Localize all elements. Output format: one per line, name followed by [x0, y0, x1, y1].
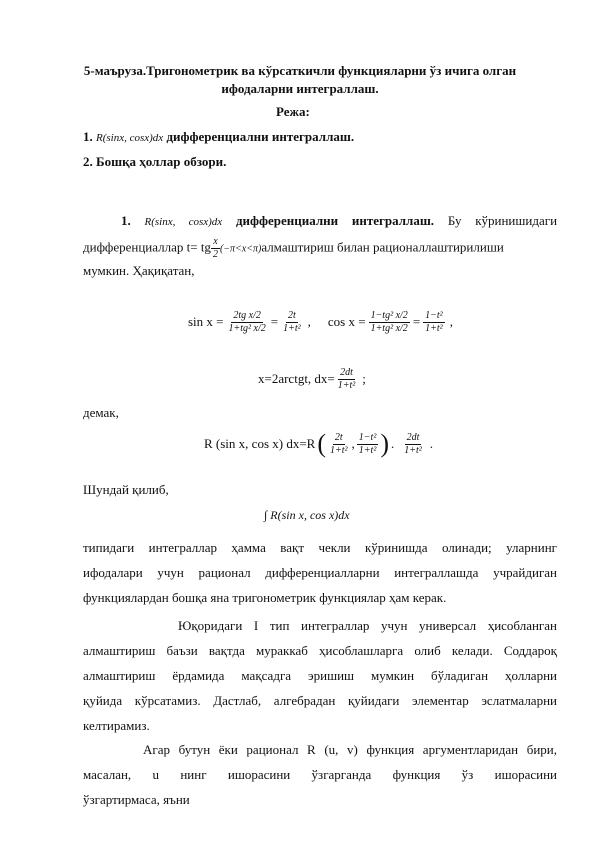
- cos-t-den: 1+t²: [425, 322, 443, 334]
- sin-label: sin x =: [188, 314, 224, 329]
- cos-equals: =: [412, 314, 421, 329]
- integral-expression: ∫ R(sin x, cos x)dx: [264, 508, 350, 522]
- sin-tg-den: 1+tg² x/2: [228, 322, 266, 334]
- R-f1-num: 2t: [334, 431, 343, 443]
- cos-fraction-t: [423, 310, 445, 335]
- para3-line-3: алмаштириш ёрдамида мақсадга эришиш мумкин бўладиган ҳолларни: [83, 668, 557, 683]
- para2-line-3: функциялардан бошқа яна тригонометрик функциялар ҳам керак.: [83, 590, 447, 605]
- sin-tg-num: 2tg x/2: [233, 309, 261, 321]
- range-condition: (−π<x<π): [219, 243, 262, 255]
- para2-line-1: типидаги интеграллар ҳамма вақт чекли кўринишда олинади; уларнинг: [83, 540, 557, 555]
- shunday-text: Шундай қилиб,: [83, 482, 169, 497]
- sin-equals: =: [270, 314, 279, 329]
- para3-line-1: Юқоридаги I тип интеграллар учун универсал ҳисобланган: [178, 618, 557, 633]
- para1-line2: [83, 236, 557, 261]
- para4-line-3: ўзгартирмаса, яъни: [83, 792, 190, 807]
- R-f2-num: 1−t²: [358, 431, 377, 443]
- R-f3-den: 1+t²: [404, 444, 422, 456]
- formula-x-dx: [258, 362, 366, 396]
- frac-num: x: [213, 236, 218, 247]
- R-frac-2: [357, 432, 379, 457]
- plan-item-1-math: R(sinx, cosx)dx: [96, 132, 164, 144]
- sin-fraction-t: [281, 310, 303, 335]
- title-line-2: ифодаларни интеграллаш.: [221, 81, 379, 96]
- paragraph-3: [83, 617, 557, 735]
- section-1-heading-line: [83, 212, 557, 231]
- frac-den: 2: [212, 249, 218, 260]
- cos-tg-num: 1−tg² x/2: [370, 309, 408, 321]
- R-f3-num: 2dt: [406, 431, 420, 443]
- cos-t-num: 1−t²: [425, 309, 443, 321]
- R-frac-1: [328, 432, 350, 457]
- section-1-rest: Бу кўринишидаги: [447, 213, 558, 228]
- para1-line2-text-a: дифференциаллар t= tg: [83, 239, 211, 255]
- plan-item-1-number: 1.: [83, 129, 93, 144]
- para3-line-2: алмаштириш баъзи вақтда мураккаб ҳисоблашларга олиб келади. Соддароқ: [83, 643, 557, 658]
- tg-half-fraction: [211, 236, 220, 261]
- formula-R: R (sin x, cos x) dx=R ( $\frac{2t}{\text{1+t²}}$ , $\frac{\text{1−t²}}{\text{1+t²}}$ ) . $\frac{2dt}{\text{1+t²}}$ .: [204, 429, 434, 458]
- title-line-1: 5-маъруза.Тригонометрик ва кўрсаткичли функцияларни ўз ичига олган: [83, 63, 517, 78]
- para4-line-2: масалан, u нинг ишорасини ўзгарганда функция ўз ишорасини: [83, 767, 557, 782]
- para3-line-5: келтирамиз.: [83, 718, 150, 733]
- demak-text: демак,: [83, 405, 119, 420]
- para3-line-4: қуйида кўрсатамиз. Дастлаб, алгебрадан қуйидаги элементар эслатмаларни: [83, 693, 557, 708]
- R-left-text: R (sin x, cos x) dx=R: [204, 436, 316, 451]
- section-1-number: 1.: [121, 213, 131, 228]
- section-1-math: R(sinx, cosx)dx: [144, 216, 223, 228]
- plan-item-2: 2. Бошқа ҳоллар обзори.: [83, 154, 227, 169]
- plan-item-1: [83, 128, 354, 147]
- cos-fraction-tg: [369, 310, 410, 335]
- para1-line2-text-b: алмаштириш билан рационаллаштирилиши: [261, 239, 504, 255]
- x-arctg-text: x=2arctgt, dx=: [258, 371, 335, 386]
- formula-sin-cos: sin x = $\frac{\text{2tg x/2}}{\text{1+tg² x/2}}$ = $\frac{2t}{\text{1+t²}}$ , cos x = $\frac{\text{1−tg² x/2}}{\text{1+tg² x/2}}$ = $\frac{\text{1−t²}}{\text{1+t²}}$ ,: [188, 309, 453, 334]
- para4-line-1: Агар бутун ёки рационал R (u, v) функция аргументларидан бири,: [143, 742, 557, 757]
- R-f1-den: 1+t²: [330, 444, 348, 456]
- sin-fraction-tg: [227, 310, 268, 335]
- sin-t-den: 1+t²: [283, 322, 301, 334]
- paragraph-2: [83, 539, 557, 607]
- R-f2-den: 1+t²: [358, 444, 377, 456]
- dx-num: 2dt: [340, 366, 353, 378]
- dx-den: 1+t²: [337, 379, 356, 391]
- paragraph-4: [83, 741, 557, 809]
- plan-heading: Режа:: [276, 104, 310, 119]
- dx-fraction: [336, 367, 358, 392]
- sin-t-num: 2t: [287, 309, 296, 321]
- para2-line-2: ифодалари учун рационал дифференциалларни интеграллашда учрайдиган: [83, 565, 557, 580]
- x-dx-end: ;: [362, 371, 366, 386]
- cos-tg-den: 1+tg² x/2: [370, 322, 408, 334]
- cos-label: cos x =: [327, 314, 366, 329]
- lecture-title: [70, 62, 530, 98]
- R-frac-3: [402, 432, 424, 457]
- plan-item-1-text: дифференциални интеграллаш.: [166, 129, 355, 144]
- section-1-bold-text: дифференциални интеграллаш.: [235, 213, 435, 228]
- para1-line3: мумкин. Ҳақиқатан,: [83, 263, 195, 278]
